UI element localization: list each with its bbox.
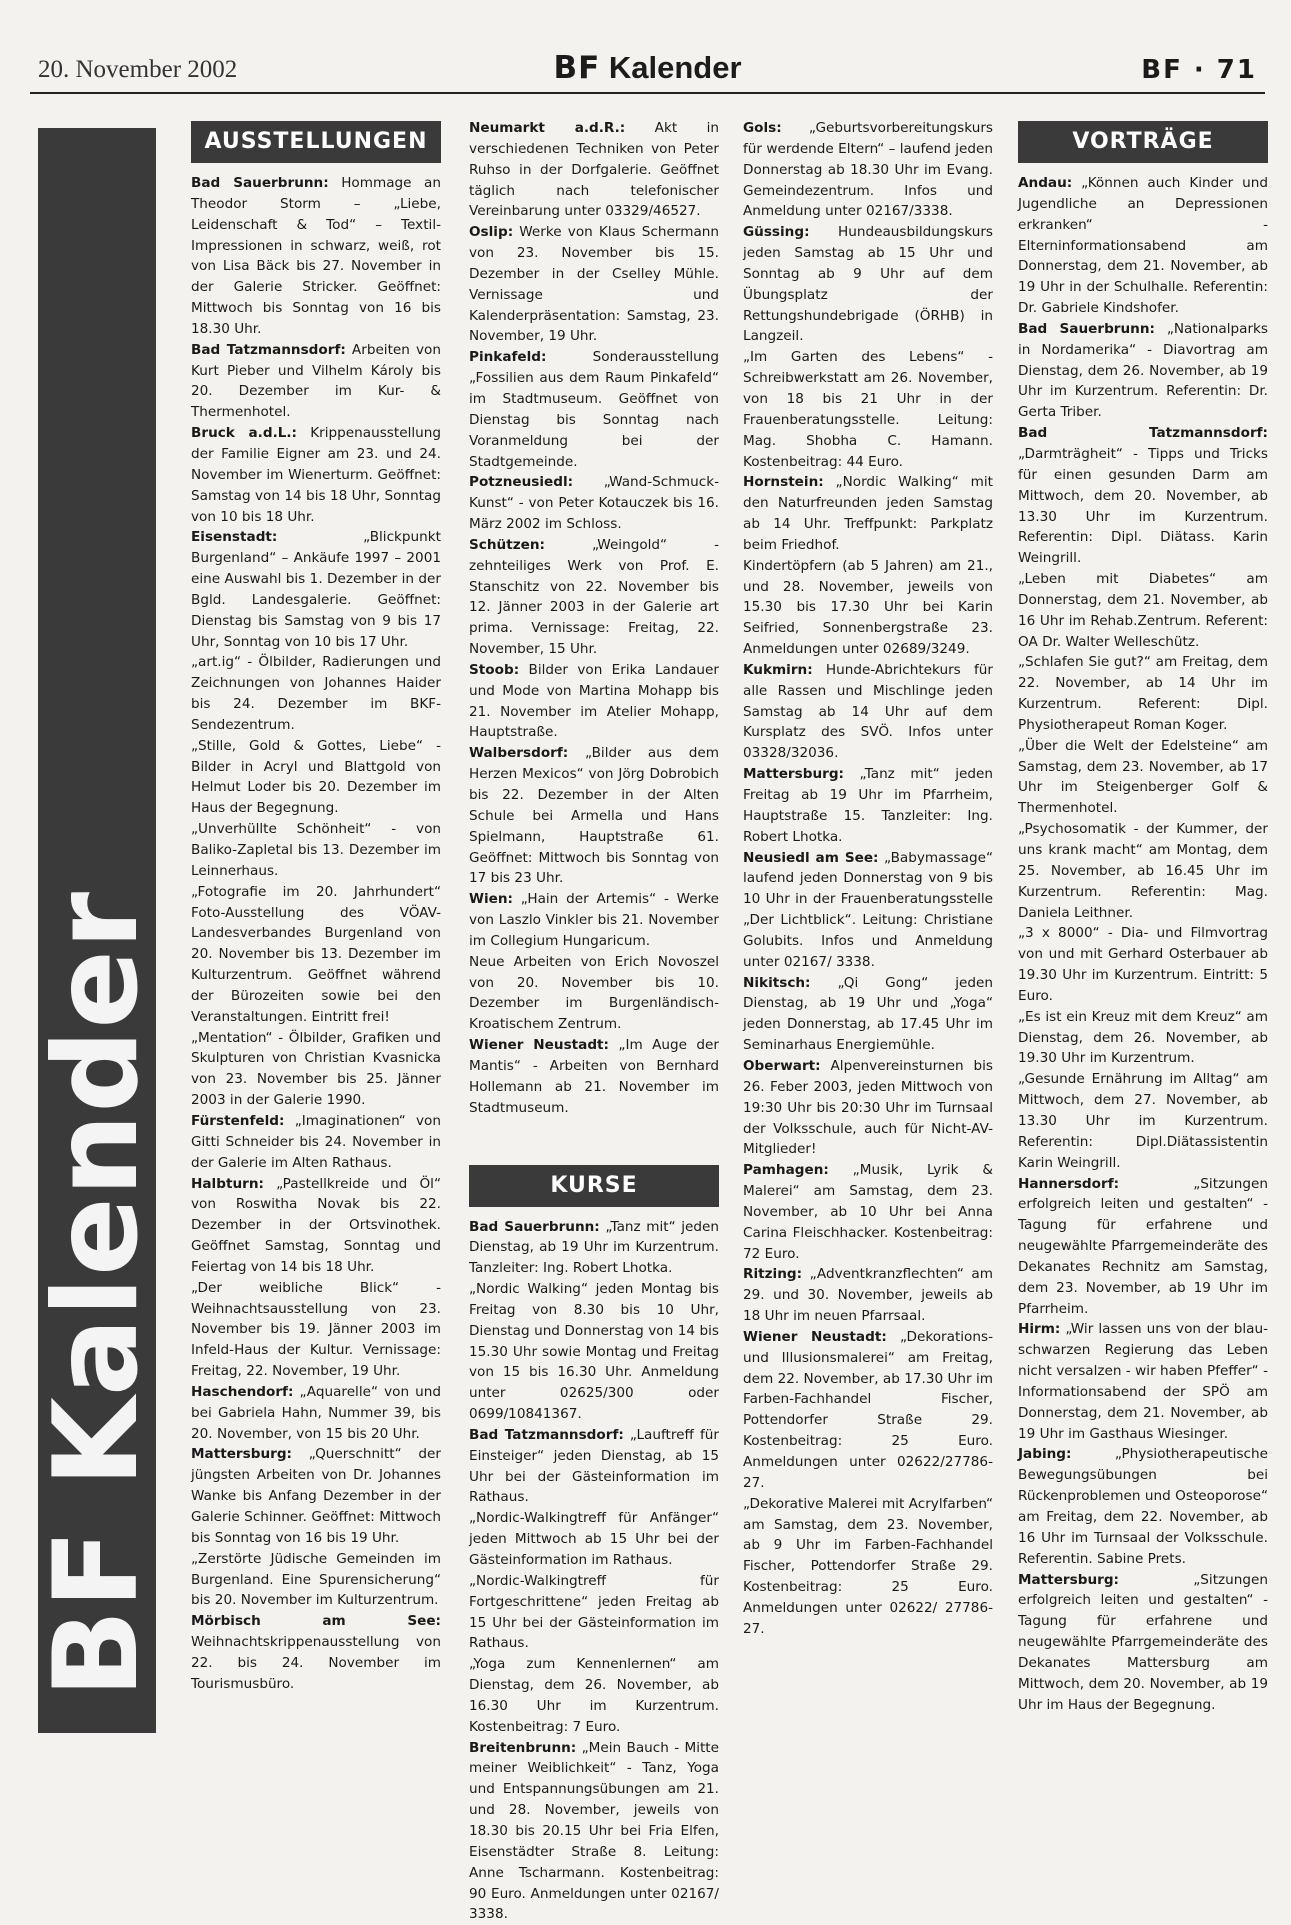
listing-entry [191, 1444, 441, 1548]
listing-text: „Im Garten des Lebens“ - Schreibwerkstatt am 26. November, von 18 bis 21 Uhr in der Frauenberatungsstelle. Leitung: Mag. Shobha C. Hamann. Kostenbeitrag: 44 Euro. [743, 349, 993, 469]
listing-text: Krippenausstellung der Familie Eigner am 23. und 24. November im Wienerturm. Geöffnet: Samstag von 14 bis 18 Uhr, Sonntag von 10 bis 18 Uhr. [191, 425, 441, 524]
sidebar-title: BF Kalender [39, 891, 155, 1733]
listing-text: „Über die Welt der Edelsteine“ am Samstag, dem 23. November, ab 17 Uhr im Steigenberger Golf & Thermenhotel. [1018, 738, 1268, 817]
listing-entry [743, 472, 993, 555]
listing-place: Bad Tatzmannsdorf: [1018, 425, 1268, 441]
listing-entry [469, 1738, 719, 1925]
listing-entry [743, 1327, 993, 1494]
listing-text: „Nordic Walking“ mit den Naturfreunden jeden Samstag ab 14 Uhr. Treffpunkt: Parkplatz beim Friedhof. [743, 474, 993, 553]
listing-place: Haschendorf: [191, 1384, 293, 1400]
listing-entry [469, 1035, 719, 1118]
listing-entry [469, 1571, 719, 1654]
listing-place: Oslip: [469, 224, 513, 240]
listing-text: „Dekorations- und Illusionsmalerei“ am Freitag, dem 22. November, ab 17.30 Uhr im Farben-Fachhandel Fischer, Pottendorfer Straße 29. Kostenbeitrag: 25 Euro. Anmeldungen unter 02622/27786-27. [743, 1329, 993, 1491]
listing-entry [191, 1278, 441, 1382]
listing-entry [743, 556, 993, 660]
listing-text: „Der weibliche Blick“ - Weihnachtsausstellung von 23. November bis 19. Jänner 2003 im Infeld-Haus der Kultur. Vernissage: Freitag, 22. November, 19 Uhr. [191, 1280, 441, 1379]
section-heading-kurse: KURSE [469, 1165, 719, 1207]
listing-text: „Pastellkreide und Öl“ von Roswitha Novak bis 22. Dezember in der Ortsvinothek. Geöffnet Samstag, Sonntag und Feiertag von 14 bis 18 Uhr. [191, 1176, 441, 1275]
listing-entry [743, 1494, 993, 1640]
issue-date: 20. November 2002 [38, 56, 237, 84]
column-2 [469, 118, 719, 1925]
listing-text: „Sitzungen erfolgreich leiten und gestalten“ - Tagung für erfahrene und neugewählte Pfarrgemeinderäte des Dekanates Mattersburg am Mittwoch, dem 20. November, ab 19 Uhr im Haus der Begegnung. [1018, 1572, 1268, 1713]
listing-text: „Schlafen Sie gut?“ am Freitag, dem 22. November, ab 14 Uhr im Kurzentrum. Referent: Dipl. Physiotherapeut Roman Koger. [1018, 654, 1268, 733]
listing-entry [191, 1549, 441, 1612]
listing-text: „Tanz mit“ jeden Freitag ab 19 Uhr im Pfarrheim, Hauptstraße 15. Tanzleiter: Ing. Robert Lhotka. [743, 766, 993, 845]
listing-place: Walbersdorf: [469, 745, 568, 761]
listing-entry [191, 819, 441, 882]
listing-entry [191, 882, 441, 1028]
listing-text: „Hain der Artemis“ - Werke von Laszlo Vinkler bis 21. November im Collegium Hungaricum. [469, 891, 719, 949]
listing-place: Hannersdorf: [1018, 1176, 1119, 1192]
listing-entry [1018, 736, 1268, 819]
listing-text: „Musik, Lyrik & Malerei“ am Samstag, dem 23. November, ab 10 Uhr bei Anna Carina Fleischhacker. Kostenbeitrag: 72 Euro. [743, 1162, 993, 1261]
listing-place: Jabing: [1018, 1446, 1071, 1462]
listing-place: Bad Tatzmannsdorf: [191, 342, 346, 358]
listing-text: „Nationalparks in Nordamerika“ - Diavortrag am Dienstag, dem 26. November, ab 19 Uhr im Kurzentrum. Referentin: Dr. Gerta Triber. [1018, 321, 1268, 420]
listing-place: Wien: [469, 891, 513, 907]
listing-entry [469, 1279, 719, 1425]
listing-entry [469, 660, 719, 743]
listing-entry [469, 952, 719, 1035]
listing-text: „Babymassage“ laufend jeden Donnerstag von 9 bis 10 Uhr in der Frauenberatungsstelle „Der Lichtblick“. Leitung: Christiane Golubits. Infos und Anmeldung unter 02167/ 3338. [743, 850, 993, 970]
listing-text: „Nordic Walking“ jeden Montag bis Freitag von 8.30 bis 10 Uhr, Dienstag und Donnerstag von 14 bis 15.30 Uhr sowie Montag und Freitag von 15 bis 16.30 Uhr. Anmeldung unter 02625/300 oder 0699/10841367. [469, 1281, 719, 1422]
listing-entry [743, 222, 993, 347]
listing-text: „Nordic-Walkingtreff für Fortgeschrittene“ jeden Freitag ab 15 Uhr bei der Gästeinformation im Rathaus. [469, 1573, 719, 1652]
listing-place: Kukmirn: [743, 662, 813, 678]
listing-entry [1018, 423, 1268, 569]
listing-text: „Yoga zum Kennenlernen“ am Dienstag, dem 26. November, ab 16.30 Uhr im Kurzentrum. Kostenbeitrag: 7 Euro. [469, 1656, 719, 1735]
page-header [30, 0, 1265, 94]
section-heading-ausstellungen: AUSSTELLUNGEN [191, 121, 441, 163]
listing-place: Neumarkt a.d.R.: [469, 120, 625, 136]
listing-text: „Tanz mit“ jeden Dienstag, ab 19 Uhr im Kurzentrum. Tanzleiter: Ing. Robert Lhotka. [469, 1219, 719, 1277]
listing-text: „Bilder aus dem Herzen Mexicos“ von Jörg Dobrobich bis 22. Dezember in der Alten Schule bei Armella und Hans Spielmann, Hauptstraße 61. Geöffnet: Mittwoch bis Sonntag von 17 bis 23 Uhr. [469, 745, 719, 886]
listing-text: „Zerstörte Jüdische Gemeinden im Burgenland. Eine Spurensicherung“ bis 20. November im Kulturzentrum. [191, 1551, 441, 1609]
listing-place: Nikitsch: [743, 975, 811, 991]
listing-place: Pinkafeld: [469, 349, 546, 365]
listing-entry [743, 660, 993, 764]
listing-place: Hirm: [1018, 1321, 1060, 1337]
listing-place: Wiener Neustadt: [743, 1329, 887, 1345]
listing-text: Sonderausstellung „Fossilien aus dem Raum Pinkafeld“ im Stadtmuseum. Geöffnet von Dienstag bis Sonntag nach Voranmeldung bei der Stadtgemeinde. [469, 349, 719, 469]
listing-entry [191, 173, 441, 340]
listing-place: Güssing: [743, 224, 810, 240]
listing-place: Eisenstadt: [191, 529, 277, 545]
ausstellungen-list-cont [469, 118, 719, 1119]
listing-text: „Sitzungen erfolgreich leiten und gestalten“ - Tagung für erfahrene und neugewählte Pfarrgemeinderäte des Dekanates Rechnitz am Samstag, dem 23. November, ab 19 Uhr im Pfarrheim. [1018, 1176, 1268, 1317]
listing-entry [1018, 819, 1268, 923]
column-3 [743, 118, 993, 1640]
listing-entry [743, 1160, 993, 1264]
kurse-list [469, 1217, 719, 1925]
listing-text: Bilder von Erika Landauer und Mode von Martina Mohapp bis 21. November im Atelier Mohapp, Hauptstraße. [469, 662, 719, 741]
listing-entry [469, 1654, 719, 1737]
title-text: Kalender [609, 50, 742, 85]
listing-entry [469, 889, 719, 952]
listing-place: Bruck a.d.L.: [191, 425, 297, 441]
listing-place: Mattersburg: [191, 1446, 292, 1462]
listing-entry [469, 222, 719, 347]
listing-text: „Lauftreff für Einsteiger“ jeden Dienstag, ab 15 Uhr bei der Gästeinformation im Rathaus. [469, 1427, 719, 1506]
listing-text: „Qi Gong“ jeden Dienstag, ab 19 Uhr und „Yoga“ jeden Donnerstag, ab 17.45 Uhr im Seminarhaus Energiemühle. [743, 975, 993, 1054]
vortraege-list [1018, 173, 1268, 1715]
listing-place: Fürstenfeld: [191, 1113, 284, 1129]
listing-entry [1018, 1174, 1268, 1320]
listing-entry [1018, 569, 1268, 652]
listing-text: „Blickpunkt Burgenland“ – Ankäufe 1997 – 2001 eine Auswahl bis 1. Dezember in der Bgld. Landesgalerie. Geöffnet: Dienstag bis Samstag von 9 bis 17 Uhr, Sonntag von 10 bis 17 Uhr. [191, 529, 441, 649]
listing-text: „Leben mit Diabetes“ am Donnerstag, dem 21. November, ab 16 Uhr im Rehab.Zentrum. Referent: OA Dr. Walter Welleschütz. [1018, 571, 1268, 650]
listing-text: „Unverhüllte Schönheit“ - von Baliko-Zapletal bis 13. Dezember im Leinnerhaus. [191, 821, 441, 879]
listing-text: „Mein Bauch - Mitte meiner Weiblichkeit“ - Tanz, Yoga und Entspannungsübungen am 21. und 28. November, jeweils von 18.30 bis 20.15 Uhr bei Fria Elfen, Eisenstädter Straße 8. Leitung: Anne Tscharmann. Kostenbeitrag: 90 Euro. Anmeldungen unter 02167/ 3338. [469, 1740, 719, 1923]
listing-text: „Wir lassen uns von der blau-schwarzen Regierung das Leben nicht versalzen - wir haben Pfeffer“ - Informationsabend der SPÖ am Donnerstag, dem 21. November, ab 19 Uhr im Gasthaus Wiesinger. [1018, 1321, 1268, 1441]
section-heading-vortraege: VORTRÄGE [1018, 121, 1268, 163]
listing-text: Akt in verschiedenen Techniken von Peter Ruhso in der Dorfgalerie. Geöffnet täglich nach telefonischer Vereinbarung unter 03329/46527. [469, 120, 719, 219]
listing-text: Werke von Klaus Schermann von 23. November bis 15. Dezember in der Cselley Mühle. Vernissage und Kalenderpräsentation: Samstag, 23. November, 19 Uhr. [469, 224, 719, 344]
listing-text: „Imaginationen“ von Gitti Schneider bis 24. November in der Galerie im Alten Rathaus. [191, 1113, 441, 1171]
listing-text: „Stille, Gold & Gottes, Liebe“ - Bilder in Acryl und Blattgold von Helmut Loder bis 20. Dezember im Haus der Begegnung. [191, 738, 441, 817]
listing-entry [191, 1028, 441, 1111]
listing-entry [191, 1174, 441, 1278]
listing-entry [469, 1508, 719, 1571]
listing-text: „Adventkranzflechten“ am 29. und 30. November, jeweils ab 18 Uhr im neuen Pfarrsaal. [743, 1266, 993, 1324]
listing-place: Halbturn: [191, 1176, 264, 1192]
listing-text: „Mentation“ - Ölbilder, Grafiken und Skulpturen von Christian Kvasnicka von 23. November bis 25. Jänner 2003 in der Galerie 1990. [191, 1030, 441, 1109]
listing-entry [743, 1056, 993, 1160]
listing-place: Andau: [1018, 175, 1072, 191]
listing-entry [191, 340, 441, 423]
listing-text: „Können auch Kinder und Jugendliche an Depressionen erkranken“ - Elterninformationsabend am Donnerstag, dem 21. November, ab 19 Uhr in der Schulhalle. Referentin: Dr. Gabriele Kindshofer. [1018, 175, 1268, 316]
listing-entry [743, 973, 993, 1056]
listing-text: Kindertöpfern (ab 5 Jahren) am 21., und 28. November, jeweils von 15.30 bis 17.30 Uhr bei Karin Seifried, Sonnenbergstraße 23. Anmeldungen unter 02689/3249. [743, 558, 993, 657]
listing-text: Alpenvereinsturnen bis 26. Feber 2003, jeden Mittwoch von 19:30 Uhr bis 20:30 Uhr im Turnsaal der Volksschule, auch für Nicht-AV-Mitglieder! [743, 1058, 993, 1157]
listing-entry [1018, 1570, 1268, 1716]
listing-text: „Querschnitt“ der jüngsten Arbeiten von Dr. Johannes Wanke bis Anfang Dezember in der Galerie Schinner. Geöffnet: Mittwoch bis Sonntag von 16 bis 19 Uhr. [191, 1446, 441, 1545]
listing-text: „Weingold“ - zehnteiliges Werk von Prof. E. Stanschitz von 22. November bis 12. Jänner 2003 in der Galerie art prima. Vernissage: Freitag, 22. November, 15 Uhr. [469, 537, 719, 657]
listing-text: „Wand-Schmuck-Kunst“ - von Peter Kotauczek bis 16. März 2002 im Schloss. [469, 474, 719, 532]
column-4 [1018, 118, 1268, 1715]
listing-entry [469, 743, 719, 889]
listing-text: „Darmträgheit“ - Tipps und Tricks für einen gesunden Darm am Mittwoch, dem 20. November, ab 13.30 Uhr im Kurzentrum. Referentin: Dipl. Diätass. Karin Weingrill. [1018, 446, 1268, 566]
listing-text: „Es ist ein Kreuz mit dem Kreuz“ am Dienstag, dem 26. November, ab 19.30 Uhr im Kurzentrum. [1018, 1009, 1268, 1067]
listing-entry [469, 1425, 719, 1508]
kurse-list-cont [743, 118, 993, 1640]
title-prefix: BF [553, 50, 600, 86]
listing-entry [1018, 1069, 1268, 1173]
listing-place: Stoob: [469, 662, 519, 678]
listing-entry [743, 347, 993, 472]
listing-place: Pamhagen: [743, 1162, 829, 1178]
listing-place: Bad Sauerbrunn: [191, 175, 329, 191]
listing-text: „Dekorative Malerei mit Acrylfarben“ am Samstag, dem 23. November, ab 9 Uhr im Farben-Fachhandel Fischer, Pottendorfer Straße 29. Kostenbeitrag: 25 Euro. Anmeldungen unter 02622/ 27786-27. [743, 1496, 993, 1637]
listing-place: Gols: [743, 120, 782, 136]
listing-entry [191, 423, 441, 527]
listing-place: Oberwart: [743, 1058, 821, 1074]
listing-entry [191, 652, 441, 735]
ausstellungen-list [191, 173, 441, 1695]
listing-entry [1018, 652, 1268, 735]
column-1 [191, 118, 441, 1695]
listing-entry [191, 527, 441, 652]
listing-text: „Gesunde Ernährung im Alltag“ am Mittwoch, dem 27. November, ab 13.30 Uhr im Kurzentrum. Referentin: Dipl.Diätassistentin Karin Weingrill. [1018, 1071, 1268, 1170]
listing-place: Bad Tatzmannsdorf: [469, 1427, 624, 1443]
listing-place: Mörbisch am See: [191, 1613, 441, 1629]
listing-place: Breitenbrunn: [469, 1740, 576, 1756]
listing-entry [743, 1264, 993, 1327]
listing-entry [191, 1111, 441, 1174]
listing-entry [469, 347, 719, 472]
listing-entry [743, 848, 993, 973]
listing-entry [743, 118, 993, 222]
listing-entry [1018, 1007, 1268, 1070]
listing-entry [191, 1382, 441, 1445]
listing-place: Hornstein: [743, 474, 824, 490]
listing-text: „Nordic-Walkingtreff für Anfänger“ jeden Mittwoch ab 15 Uhr bei der Gästeinformation im Rathaus. [469, 1510, 719, 1568]
listing-place: Bad Sauerbrunn: [469, 1219, 600, 1235]
listing-text: „Physiotherapeutische Bewegungsübungen bei Rückenproblemen und Osteoporose“ am Freitag, dem 22. November, ab 16 Uhr im Turnsaal der Volksschule. Referentin. Sabine Prets. [1018, 1446, 1268, 1566]
listing-entry [1018, 1319, 1268, 1444]
listing-entry [469, 1217, 719, 1280]
listing-place: Schützen: [469, 537, 545, 553]
listing-text: Hundeausbildungskurs jeden Samstag ab 15 Uhr und Sonntag ab 9 Uhr auf dem Übungsplatz der Rettungshundebrigade (ÖRHB) in Langzeil. [743, 224, 993, 344]
listing-text: „art.ig“ - Ölbilder, Radierungen und Zeichnungen von Johannes Haider bis 24. Dezember im BKF-Sendezentrum. [191, 654, 441, 733]
page-title [30, 50, 1265, 86]
listing-entry [1018, 173, 1268, 319]
listing-text: „Psychosomatik - der Kummer, der uns krank macht“ am Montag, dem 25. November, ab 16.45 Uhr im Kurzentrum. Referentin: Mag. Daniela Leithner. [1018, 821, 1268, 920]
listing-entry [743, 764, 993, 847]
listing-entry [1018, 923, 1268, 1006]
listing-text: „Geburtsvorbereitungskurs für werdende Eltern“ – laufend jeden Donnerstag ab 18.30 Uhr im Evang. Gemeindezentrum. Infos und Anmeldung unter 02167/3338. [743, 120, 993, 219]
listing-text: Arbeiten von Kurt Pieber und Vilhelm Károly bis 20. Dezember im Kur- & Thermenhotel. [191, 342, 441, 421]
listing-entry [469, 535, 719, 660]
sidebar-banner [38, 128, 156, 1733]
listing-text: „Im Auge der Mantis“ - Arbeiten von Bernhard Hollemann ab 21. November im Stadtmuseum. [469, 1037, 719, 1116]
listing-text: „Aquarelle“ von und bei Gabriela Hahn, Nummer 39, bis 20. November, von 15 bis 20 Uhr. [191, 1384, 441, 1442]
listing-text: Hommage an Theodor Storm – „Liebe, Leidenschaft & Tod“ – Textil-Impressionen in schwarz, weiß, rot von Lisa Bäck bis 27. November in der Galerie Stricker. Geöffnet: Mittwoch bis Sonntag von 16 bis 18.30 Uhr. [191, 175, 441, 337]
listing-place: Ritzing: [743, 1266, 802, 1282]
listing-text: „Fotografie im 20. Jahrhundert“ Foto-Ausstellung des VÖAV-Landesverbandes Burgenland von 20. November bis 13. Dezember im Kulturzentrum. Geöffnet während der Bürozeiten sowie bei den Veranstaltungen. Eintritt frei! [191, 884, 441, 1025]
listing-place: Potzneusiedl: [469, 474, 573, 490]
listing-text: Hunde-Abrichtekurs für alle Rassen und Mischlinge jeden Samstag ab 14 Uhr auf dem Kursplatz des SVÖ. Infos unter 03328/32036. [743, 662, 993, 761]
listing-place: Wiener Neustadt: [469, 1037, 609, 1053]
listing-place: Bad Sauerbrunn: [1018, 321, 1155, 337]
listing-entry [469, 472, 719, 535]
listing-text: „3 x 8000“ - Dia- und Filmvortrag von und mit Gerhard Osterbauer ab 19.30 Uhr im Kurzentrum. Eintritt: 5 Euro. [1018, 925, 1268, 1004]
listing-entry [1018, 319, 1268, 423]
listing-text: Weihnachtskrippenausstellung von 22. bis 24. November im Tourismusbüro. [191, 1634, 441, 1692]
listing-entry [1018, 1444, 1268, 1569]
listing-entry [191, 1611, 441, 1694]
listing-text: Neue Arbeiten von Erich Novoszel von 20. November bis 10. Dezember im Burgenländisch-Kroatischem Zentrum. [469, 954, 719, 1033]
listing-entry [191, 736, 441, 819]
listing-place: Neusiedl am See: [743, 850, 879, 866]
listing-entry [469, 118, 719, 222]
listing-place: Mattersburg: [743, 766, 844, 782]
page-number: BF · 71 [1141, 55, 1257, 85]
listing-place: Mattersburg: [1018, 1572, 1119, 1588]
